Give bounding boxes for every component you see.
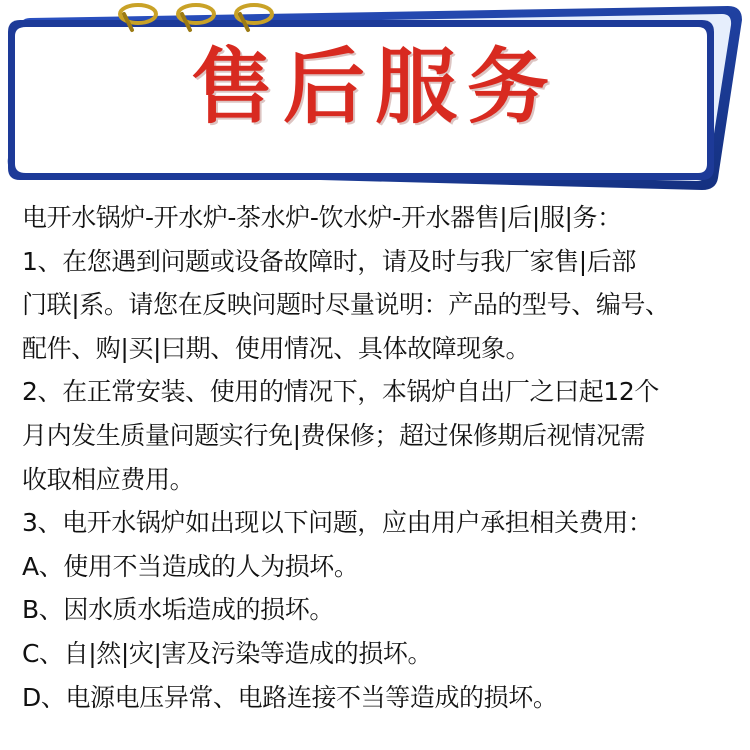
text-line: B、因水质水垢造成的损坏。 <box>22 595 334 625</box>
text-line: 配件、购|买|曰期、使用情况、具体故障现象。 <box>22 333 531 363</box>
text-line: 收取相应费用。 <box>22 464 195 494</box>
text-line: 电开水锅炉-开水炉-茶水炉-饮水炉-开水器售|后|服|务： <box>22 203 622 232</box>
page-title: 售后服务 <box>190 39 559 135</box>
text-line: D、电源电压异常、电路连接不当等造成的损坏。 <box>22 682 558 712</box>
text-line: A、使用不当造成的人为损坏。 <box>22 551 359 581</box>
text-line: 门联|系。请您在反映问题时尽量说明：产品的型号、编号、 <box>22 290 670 320</box>
text-line: 3、电开水锅炉如出现以下问题，应由用户承担相关费用： <box>22 508 653 538</box>
text-line: 2、在正常安装、使用的情况下，本锅炉自出厂之曰起12个 <box>22 377 659 407</box>
text-line: 月内发生质量问题实行免|费保修；超过保修期后视情况需 <box>22 420 646 450</box>
text-line: 1、在您遇到问题或设备故障时，请及时与我厂家售|后部 <box>22 246 636 276</box>
title-banner <box>0 0 750 200</box>
text-line: C、自|然|灾|害及污染等造成的损坏。 <box>22 638 433 668</box>
service-text-body <box>22 196 738 719</box>
